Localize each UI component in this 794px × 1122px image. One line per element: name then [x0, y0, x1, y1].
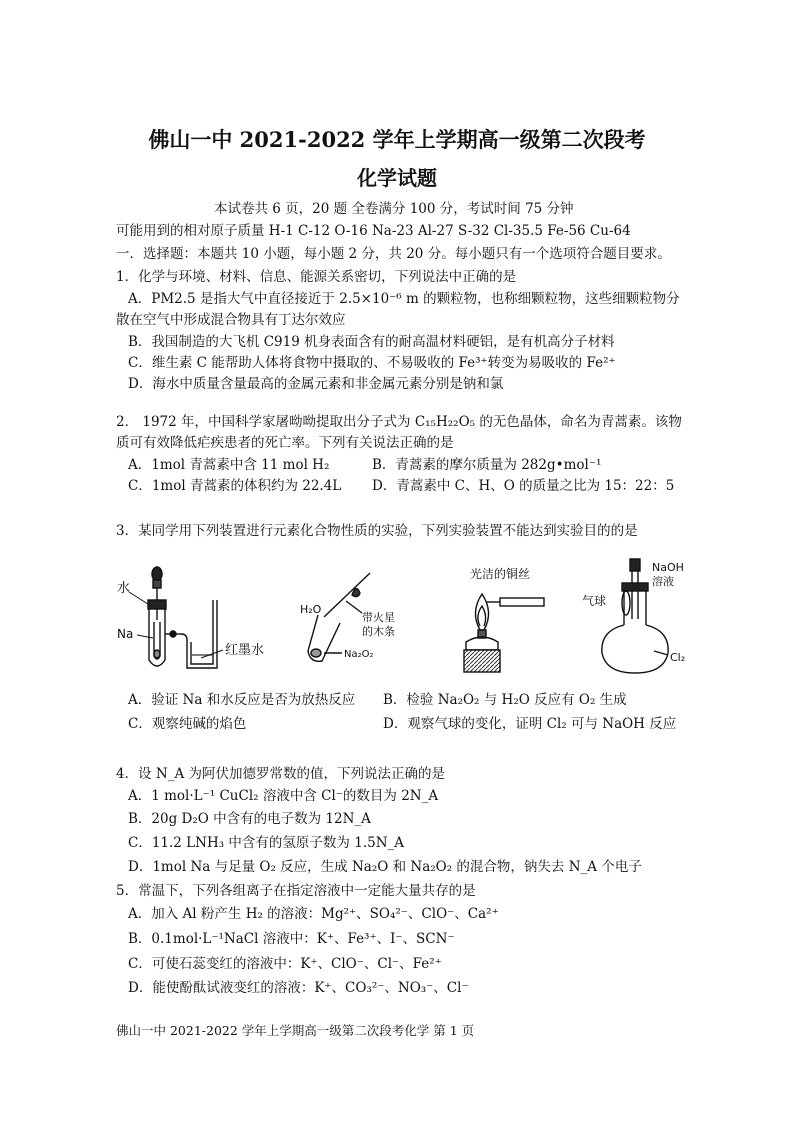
- atomic-masses: 可能用到的相对原子质量 H-1 C-12 O-16 Na-23 Al-27 S-32 Cl-35.5 Fe-56 Cu-64: [116, 223, 631, 239]
- q4-option-d: D．1mol Na 与足量 O₂ 反应，生成 Na₂O 和 Na₂O₂ 的混合物，钠失去 N_A 个电子: [128, 859, 642, 875]
- exam-info: 本试卷共 6 页，20 题 全卷满分 100 分，考试时间 75 分钟: [214, 201, 574, 217]
- label-na: Na: [117, 627, 134, 641]
- label-solution: 溶液: [652, 575, 674, 588]
- label-copper-wire: 光洁的铜丝: [470, 567, 531, 581]
- q2-stem-line1: 2． 1972 年，中国科学家屠呦呦提取出分子式为 C₁₅H₂₂O₅ 的无色晶体，命名为青蒿素。该物: [116, 414, 682, 430]
- q4-option-c: C．11.2 LNH₃ 中含有的氢原子数为 1.5N_A: [128, 835, 405, 851]
- q5-option-a: A．加入 Al 粉产生 H₂ 的溶液：Mg²⁺、SO₄²⁻、ClO⁻、Ca²⁺: [128, 906, 499, 922]
- apparatus-a-diagram: [115, 560, 265, 680]
- label-cl2: Cl₂: [670, 651, 686, 664]
- q1-option-a-line2: 散在空气中形成混合物具有丁达尔效应: [116, 312, 346, 328]
- q2-option-d: D．青蒿素中 C、H、O 的质量之比为 15：22：5: [372, 478, 675, 494]
- q1-option-b: B．我国制造的大飞机 C919 机身表面含有的耐高温材料硬铝，是有机高分子材料: [128, 334, 615, 350]
- q5-option-c: C．可使石蕊变红的溶液中：K⁺、ClO⁻、Cl⁻、Fe²⁺: [128, 956, 442, 972]
- label-red-ink: 红墨水: [225, 643, 265, 658]
- label-splint-2: 的木条: [362, 625, 395, 638]
- page-footer: 佛山一中 2021-2022 学年上学期高一级第二次段考化学 第 1 页: [116, 1023, 475, 1038]
- q4-option-a: A．1 mol·L⁻¹ CuCl₂ 溶液中含 Cl⁻的数目为 2N_A: [128, 788, 439, 804]
- label-naoh: NaOH: [652, 561, 684, 574]
- q5-option-b: B．0.1mol·L⁻¹NaCl 溶液中：K⁺、Fe³⁺、I⁻、SCN⁻: [128, 931, 455, 947]
- q5-option-d: D．能使酚酞试液变红的溶液：K⁺、CO₃²⁻、NO₃⁻、Cl⁻: [128, 980, 469, 996]
- label-balloon: 气球: [582, 594, 607, 608]
- exam-subtitle: 化学试题: [357, 166, 437, 190]
- q3-option-b: B．检验 Na₂O₂ 与 H₂O 反应有 O₂ 生成: [383, 692, 627, 708]
- label-h2o: H₂O: [300, 603, 322, 616]
- q5-stem: 5．常温下，下列各组离子在指定溶液中一定能大量共存的是: [116, 883, 476, 899]
- q4-stem: 4．设 N_A 为阿伏加德罗常数的值，下列说法正确的是: [116, 766, 445, 782]
- q2-option-a: A．1mol 青蒿素中含 11 mol H₂: [128, 457, 330, 473]
- section-heading: 一．选择题：本题共 10 小题，每小题 2 分，共 20 分。每小题只有一个选项符合题目要求。: [116, 246, 671, 262]
- q3-option-d: D．观察气球的变化，证明 Cl₂ 可与 NaOH 反应: [383, 716, 677, 732]
- label-water: 水: [117, 581, 131, 596]
- label-splint-1: 带火星: [362, 611, 395, 624]
- q2-option-c: C．1mol 青蒿素的体积约为 22.4L: [128, 478, 342, 494]
- q2-stem-line2: 质可有效降低疟疾患者的死亡率。下列有关说法正确的是: [116, 435, 454, 451]
- label-na2o2: Na₂O₂: [344, 649, 374, 660]
- q4-option-b: B．20g D₂O 中含有的电子数为 12N_A: [128, 811, 371, 827]
- apparatus-c-diagram: [450, 560, 570, 680]
- apparatus-d-diagram: [582, 555, 702, 680]
- q2-option-b: B．青蒿素的摩尔质量为 282g•mol⁻¹: [372, 457, 602, 473]
- exam-title: 佛山一中 2021-2022 学年上学期高一级第二次段考: [148, 127, 646, 152]
- apparatus-b-diagram: [296, 565, 406, 675]
- q1-option-a-line1: A．PM2.5 是指大气中直径接近于 2.5×10⁻⁶ m 的颗粒物，也称细颗粒物，这些细颗粒物分: [128, 291, 680, 307]
- q1-stem: 1．化学与环境、材料、信息、能源关系密切，下列说法中正确的是: [116, 269, 517, 285]
- q1-option-c: C．维生素 C 能帮助人体将食物中摄取的、不易吸收的 Fe³⁺转变为易吸收的 Fe²⁺: [128, 355, 616, 371]
- q3-option-c: C．观察纯碱的焰色: [128, 716, 247, 732]
- q1-option-d: D．海水中质量含量最高的金属元素和非金属元素分别是钠和氯: [128, 376, 504, 392]
- q3-option-a: A．验证 Na 和水反应是否为放热反应: [128, 692, 356, 708]
- q3-stem: 3．某同学用下列装置进行元素化合物性质的实验，下列实验装置不能达到实验目的的是: [116, 523, 638, 539]
